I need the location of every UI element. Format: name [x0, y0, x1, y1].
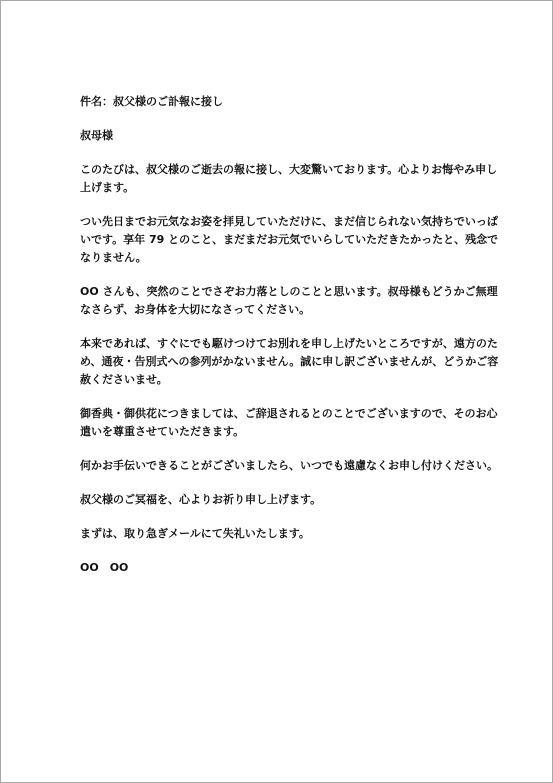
signature: OO OO: [80, 561, 129, 574]
paragraph-closing: まずは、取り急ぎメールにて失礼いたします。: [80, 527, 310, 540]
paragraph-help: 何かお手伝いできることがございましたら、いつでも遠慮なくお申し付けください。: [80, 459, 498, 472]
paragraph-condolence: このたびは、叔父様のご逝去の報に接し、大変驚いております。心よりお悔やみ申し上げます。: [80, 163, 498, 194]
subject-line: 件名：叔父様のご訃報に接し: [80, 95, 223, 108]
paragraph-offerings: 御香典・御供花につきましては、ご辞退されるとのことでございますので、そのお心遣いを尊重させていただきます。: [80, 407, 498, 438]
paragraph-absence: 本来であれば、すぐにでも駆けつけてお別れを申し上げたいところですが、遠方のため、通夜・告別式への参列がかないません。誠に申し訳ございませんが、どうかご容赦くださいませ。: [80, 337, 499, 386]
paragraph-prayer: 叔父様のご冥福を、心よりお祈り申し上げます。: [80, 493, 322, 506]
paragraph-concern: OO さんも、突然のことでさぞお力落としのことと思います。叔母様もどうかご無理なさらず、お身体を大切になさってください。: [80, 285, 498, 316]
salutation: 叔母様: [80, 129, 113, 142]
paragraph-memory: つい先日までお元気なお姿を拝見していただけに、まだ信じられない気持ちでいっぱいです。享年 79 とのこと、まだまだお元気でいらしていただきたかったと、残念でなりません。: [80, 215, 499, 264]
letter-body: [80, 93, 500, 593]
